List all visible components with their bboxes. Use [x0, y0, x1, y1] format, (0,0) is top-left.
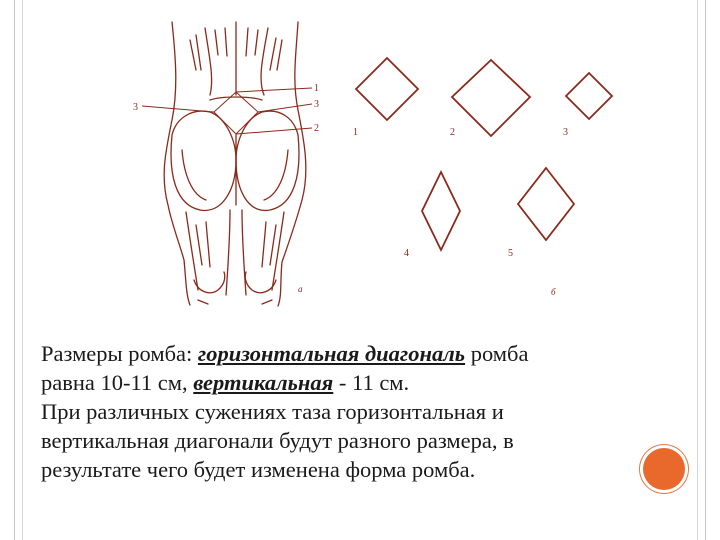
- text-line-5: результате чего будет изменена форма ромба.: [41, 457, 476, 482]
- callout-label-1: 1: [314, 83, 319, 94]
- rhombus-5: [518, 168, 574, 240]
- rhombus-4: [422, 172, 460, 250]
- rhombus-label-2: 2: [450, 127, 455, 138]
- callout-label-2: 2: [314, 123, 319, 134]
- orange-circle-decoration: [643, 448, 685, 490]
- rhombus-variants: [356, 58, 612, 250]
- text-line-1-prefix: Размеры ромба:: [41, 341, 198, 366]
- term-vertical: вертикальная: [193, 370, 334, 395]
- panel-label-a: а: [298, 284, 303, 294]
- rhombus-1: [356, 58, 418, 120]
- text-line-1-suffix: ромба: [465, 341, 529, 366]
- text-line-4: вертикальная диагонали будут разного размера, в: [41, 428, 514, 453]
- body-text: [41, 339, 671, 484]
- rhombus-2: [452, 60, 530, 136]
- callout-label-3-right: 3: [314, 99, 319, 110]
- rhombus-label-5: 5: [508, 248, 513, 259]
- panel-label-b: б: [551, 287, 556, 297]
- text-line-2-suffix: - 11 см.: [333, 370, 410, 395]
- rhombus-label-1: 1: [353, 127, 358, 138]
- term-horizontal-diagonal: горизонтальная диагональ: [197, 341, 466, 366]
- text-line-2: [41, 368, 671, 397]
- text-line-2-prefix: равна 10-11 см,: [41, 370, 194, 395]
- text-line-1: [41, 339, 671, 368]
- rhombus-3: [566, 73, 612, 119]
- callout-label-3-left: 3: [133, 102, 138, 113]
- back-anatomy-drawing: [164, 22, 306, 306]
- rhombus-label-3: 3: [563, 127, 568, 138]
- rhombus-label-4: 4: [404, 248, 409, 259]
- text-line-3: При различных сужениях таза горизонтальная и: [41, 399, 504, 424]
